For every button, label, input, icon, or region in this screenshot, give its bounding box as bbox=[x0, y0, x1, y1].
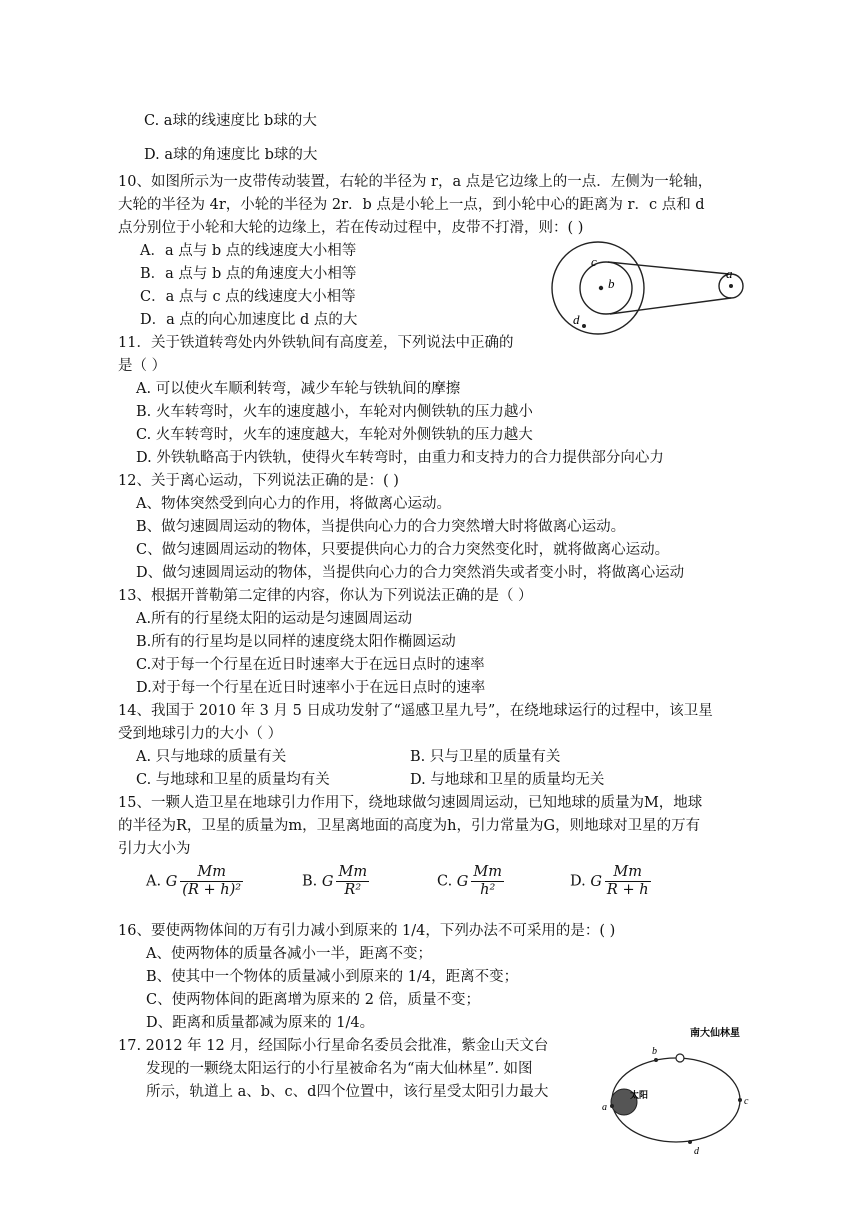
q15-option-c bbox=[437, 864, 504, 899]
q10-stem-line1: 10、如图所示为一皮带传动装置，右轮的半径为 r，a 点是它边缘上的一点．左侧为一轮轴， bbox=[118, 174, 713, 190]
label-b: b bbox=[608, 276, 615, 291]
q15-option-a-fraction bbox=[180, 864, 243, 899]
q11-option-c: C. 火车转弯时，火车的速度越大，车轮对外侧铁轨的压力越大 bbox=[136, 427, 533, 443]
q14-stem-line1: 14、我国于 2010 年 3 月 5 日成功发射了“遥感卫星九号”，在绕地球运行的过程中，该卫星 bbox=[118, 703, 713, 719]
q15-option-c-label: C. bbox=[437, 873, 453, 890]
q14-stem-line2: 受到地球引力的大小（ ） bbox=[118, 726, 283, 742]
q10-stem-line2: 大轮的半径为 4r，小轮的半径为 2r．b 点是小轮上一点，到小轮中心的距离为 r．c 点和 d bbox=[118, 197, 705, 213]
q16-option-c: C、使两物体间的距离增为原来的 2 倍，质量不变； bbox=[146, 992, 481, 1008]
q15-option-d-fraction bbox=[605, 864, 651, 899]
orbit-point-d bbox=[688, 1140, 692, 1144]
q15-option-d bbox=[570, 864, 651, 899]
label-a: a bbox=[726, 266, 733, 281]
q16-option-d: D、距离和质量都减为原来的 1/4。 bbox=[146, 1015, 375, 1031]
q12-option-a: A、物体突然受到向心力的作用，将做离心运动。 bbox=[136, 496, 451, 512]
fraction-numerator: Mm bbox=[180, 864, 243, 882]
orbit-label-c: c bbox=[744, 1096, 749, 1107]
q14-option-a: A. 只与地球的质量有关 bbox=[136, 749, 287, 765]
large-wheel bbox=[552, 242, 644, 334]
fraction-numerator: Mm bbox=[605, 864, 651, 882]
q14-option-d: D. 与地球和卫星的质量均无关 bbox=[410, 772, 605, 788]
q10-option-c: C．a 点与 c 点的线速度大小相等 bbox=[140, 289, 356, 305]
q10-option-b: B．a 点与 b 点的角速度大小相等 bbox=[140, 266, 357, 282]
label-d: d bbox=[573, 312, 580, 327]
q10-option-a: A．a 点与 b 点的线速度大小相等 bbox=[140, 243, 357, 259]
q15-option-b-g: G bbox=[321, 873, 334, 890]
q17-stem-line1: 17. 2012 年 12 月，经国际小行星命名委员会批准，紫金山天文台 bbox=[118, 1038, 549, 1054]
q17-stem-line2: 发现的一颗绕太阳运行的小行星被命名为“南大仙林星”. 如图 bbox=[146, 1061, 533, 1077]
q16-stem: 16、要使两物体间的万有引力减小到原来的 1/4，下列办法不可采用的是：( ) bbox=[118, 923, 616, 939]
q15-option-a-label: A. bbox=[146, 873, 162, 890]
q11-option-d: D. 外铁轨略高于内铁轨，使得火车转弯时，由重力和支持力的合力提供部分向心力 bbox=[136, 450, 664, 466]
q15-stem-line3: 引力大小为 bbox=[118, 841, 191, 857]
orbit-label-d: d bbox=[694, 1146, 699, 1157]
fraction-denominator: h² bbox=[480, 882, 496, 898]
fraction-denominator: R² bbox=[344, 882, 362, 898]
q15-option-c-fraction bbox=[471, 864, 504, 899]
q15-option-b-fraction bbox=[336, 864, 369, 899]
orbit-point-a bbox=[610, 1104, 614, 1108]
belt-drive-figure bbox=[548, 232, 748, 352]
fraction-denominator: (R + h)² bbox=[182, 882, 242, 898]
q15-option-a-g: G bbox=[165, 873, 178, 890]
orbit-label-a: a bbox=[602, 1102, 607, 1113]
fraction-denominator: R + h bbox=[606, 882, 649, 898]
point-b-dot bbox=[599, 286, 603, 290]
point-d-dot bbox=[582, 324, 586, 328]
q12-option-b: B、做匀速圆周运动的物体，当提供向心力的合力突然增大时将做离心运动。 bbox=[136, 519, 626, 535]
q13-option-d: D.对于每一个行星在近日时速率小于在远日点时的速率 bbox=[136, 680, 486, 696]
q15-option-a bbox=[146, 864, 243, 899]
q11-stem-line2: 是（ ） bbox=[118, 358, 167, 374]
small-wheel bbox=[580, 262, 632, 314]
asteroid-icon bbox=[676, 1054, 684, 1062]
q12-option-c: C、做匀速圆周运动的物体，只要提供向心力的合力突然变化时，就将做离心运动。 bbox=[136, 542, 670, 558]
orbit-point-b bbox=[654, 1058, 658, 1062]
q11-stem-line1: 11．关于铁道转弯处内外铁轨间有高度差，下列说法中正确的 bbox=[118, 335, 514, 351]
q16-option-a: A、使两物体的质量各减小一半，距离不变； bbox=[146, 946, 432, 962]
q15-stem-line1: 15、一颗人造卫星在地球引力作用下，绕地球做匀速圆周运动，已知地球的质量为M，地球 bbox=[118, 795, 703, 811]
q14-option-c: C. 与地球和卫星的质量均有关 bbox=[136, 772, 330, 788]
q9-option-c: C. a球的线速度比 b球的大 bbox=[144, 113, 317, 129]
orbit-point-c bbox=[738, 1098, 742, 1102]
fraction-numerator: Mm bbox=[473, 864, 502, 880]
q15-option-b bbox=[302, 864, 369, 899]
fraction-numerator: Mm bbox=[338, 864, 368, 880]
q9-option-d: D. a球的角速度比 b球的大 bbox=[144, 147, 318, 163]
q13-option-c: C.对于每一个行星在近日时速率大于在远日点时的速率 bbox=[136, 657, 485, 673]
q17-stem-line3: 所示，轨道上 a、b、c、d四个位置中，该行星受太阳引力最大 bbox=[146, 1084, 549, 1100]
orbit-figure bbox=[594, 1014, 754, 1162]
star-name-label: 南大仙林星 bbox=[690, 1028, 740, 1039]
q12-option-d: D、做匀速圆周运动的物体，当提供向心力的合力突然消失或者变小时，将做离心运动 bbox=[136, 565, 685, 581]
q15-option-b-label: B. bbox=[302, 873, 318, 890]
sun-label: 太阳 bbox=[630, 1091, 649, 1101]
q11-option-b: B. 火车转弯时，火车的速度越小，车轮对内侧铁轨的压力越小 bbox=[136, 404, 533, 420]
q13-option-a: A.所有的行星绕太阳的运动是匀速圆周运动 bbox=[136, 611, 413, 627]
q13-stem: 13、根据开普勒第二定律的内容，你认为下列说法正确的是（ ） bbox=[118, 588, 533, 604]
q14-option-b: B. 只与卫星的质量有关 bbox=[410, 749, 561, 765]
q15-option-d-label: D. bbox=[570, 873, 586, 890]
label-c: c bbox=[591, 254, 597, 269]
q16-option-b: B、使其中一个物体的质量减小到原来的 1/4，距离不变； bbox=[146, 969, 519, 985]
q15-stem-line2: 的半径为R，卫星的质量为m，卫星离地面的高度为h，引力常量为G，则地球对卫星的万有 bbox=[118, 818, 701, 834]
q10-stem-line3: 点分别位于小轮和大轮的边缘上，若在传动过程中，皮带不打滑，则：( ) bbox=[118, 220, 584, 236]
q12-stem: 12、关于离心运动，下列说法正确的是：( ) bbox=[118, 473, 399, 489]
orbit-label-b: b bbox=[652, 1046, 657, 1057]
q13-option-b: B.所有的行星均是以同样的速度绕太阳作椭圆运动 bbox=[136, 634, 456, 650]
q15-option-c-g: G bbox=[456, 873, 469, 890]
q15-option-d-g: G bbox=[590, 873, 602, 890]
point-a-dot bbox=[729, 284, 733, 288]
q10-option-d: D．a 点的向心加速度比 d 点的大 bbox=[140, 312, 358, 328]
q11-option-a: A. 可以使火车顺利转弯，减少车轮与铁轨间的摩擦 bbox=[136, 381, 461, 397]
